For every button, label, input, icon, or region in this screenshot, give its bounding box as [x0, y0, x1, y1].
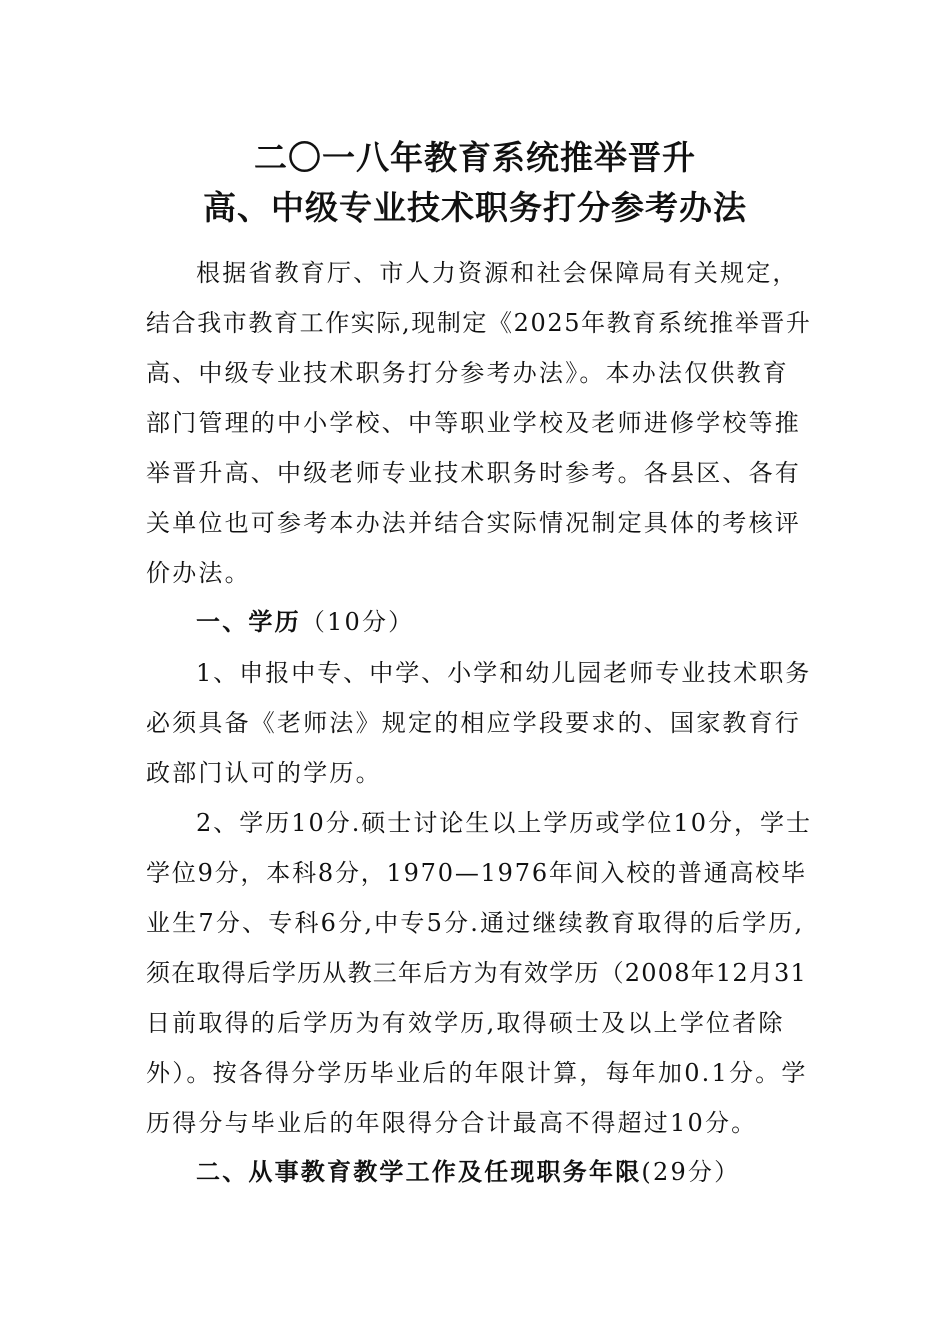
intro-line-1: 根据省教育厅、市人力资源和社会保障局有关规定，	[196, 259, 799, 287]
intro-line-7: 价办法。	[146, 559, 251, 587]
intro-line-3: 高、中级专业技术职务打分参考办法》。本办法仅供教育	[146, 359, 789, 387]
section-2-heading	[196, 1157, 740, 1187]
section-1-heading-text: 一、学历	[196, 608, 301, 636]
section-1-score: （10分）	[300, 608, 415, 636]
item-2-line-1: 2、学历10分.硕士讨论生以上学历或学位10分，学士	[196, 809, 812, 837]
item-2-line-3: 业生7分、专科6分,中专5分.通过继续教育取得的后学历,	[146, 909, 805, 937]
item-2-line-2: 学位9分，本科8分，1970—1976年间入校的普通高校毕	[146, 859, 807, 887]
item-2-line-7: 历得分与毕业后的年限得分合计最高不得超过10分。	[146, 1109, 758, 1137]
item-1-line-3: 政部门认可的学历。	[146, 759, 382, 787]
document-title-line-1: 二〇一八年教育系统推举晋升	[254, 138, 696, 177]
item-1-line-2: 必须具备《老师法》规定的相应学段要求的、国家教育行	[146, 709, 801, 737]
section-1-heading	[196, 607, 414, 637]
item-2-line-4: 须在取得后学历从教三年后方为有效学历（2008年12月31	[146, 959, 807, 987]
item-1-line-1: 1、申报中专、中学、小学和幼儿园老师专业技术职务	[196, 659, 812, 687]
intro-line-2: 结合我市教育工作实际,现制定《2025年教育系统推举晋升	[146, 309, 812, 337]
intro-line-6: 关单位也可参考本办法并结合实际情况制定具体的考核评	[146, 509, 801, 537]
section-2-heading-text: 二、从事教育教学工作及任现职务年限	[196, 1158, 642, 1186]
item-2-line-5: 日前取得的后学历为有效学历,取得硕士及以上学位者除	[146, 1009, 785, 1037]
item-2-line-6: 外）。按各得分学历毕业后的年限计算，每年加0.1分。学	[146, 1059, 808, 1087]
document-title-line-2: 高、中级专业技术职务打分参考办法	[203, 188, 747, 227]
section-2-score: (29分）	[641, 1158, 741, 1186]
intro-line-4: 部门管理的中小学校、中等职业学校及老师进修学校等推	[146, 409, 801, 437]
intro-line-5: 举晋升高、中级老师专业技术职务时参考。各县区、各有	[146, 459, 801, 487]
